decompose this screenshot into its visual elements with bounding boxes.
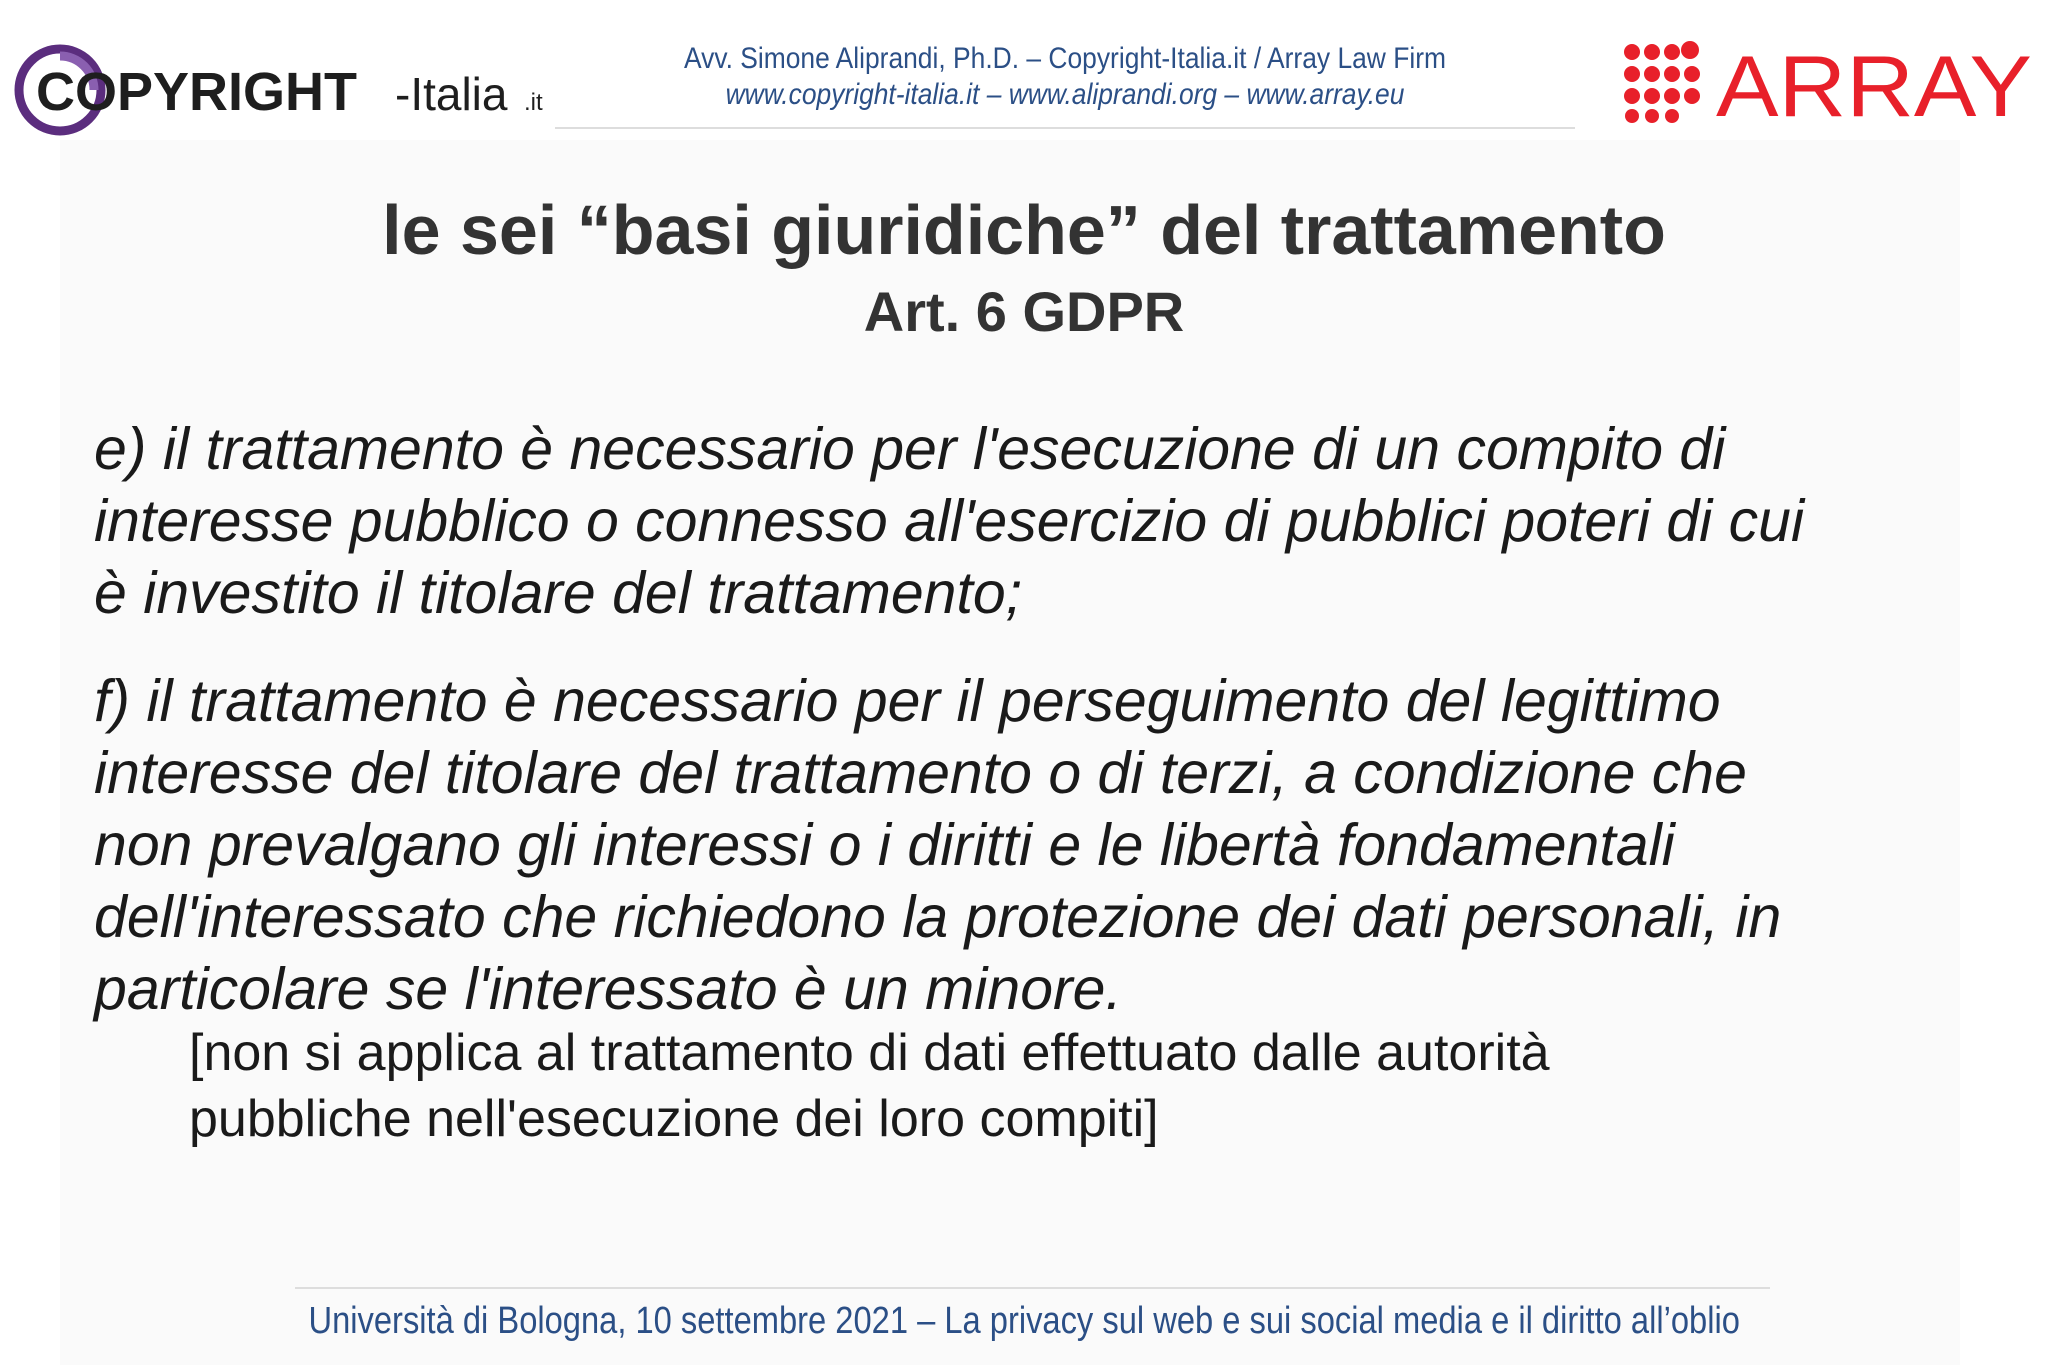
paragraph-line: f) il trattamento è necessario per il perseguimento del legittimo	[94, 668, 1721, 734]
footer	[0, 1296, 2048, 1346]
paragraph-line: particolare se l'interessato è un minore.	[94, 956, 1122, 1022]
paragraph-f	[94, 665, 1994, 1025]
logo-tld-text: .it	[524, 89, 543, 116]
paragraph-line: non prevalgano gli interessi o i diritti e le libertà fondamentali	[94, 812, 1675, 878]
paragraph-line: interesse del titolare del trattamento o di terzi, a condizione che	[94, 740, 1747, 806]
slide-title: le sei “basi giuridiche” del trattamento	[382, 191, 1666, 269]
paragraph-line: è investito il titolare del trattamento;	[94, 560, 1023, 626]
header-author-line: Avv. Simone Aliprandi, Ph.D. – Copyright-Italia.it / Array Law Firm	[684, 42, 1446, 75]
slide-subtitle: Art. 6 GDPR	[863, 280, 1185, 343]
array-logo	[1620, 36, 2040, 126]
paragraph-line: e) il trattamento è necessario per l'esecuzione di un compito di	[94, 416, 1726, 482]
header-credits	[555, 40, 1575, 112]
footer-text: Università di Bologna, 10 settembre 2021 – La privacy sul web e sui social media e il diritto all’oblio	[308, 1300, 1740, 1342]
header-divider	[555, 127, 1575, 129]
logo-suffix-text: -Italia	[395, 68, 508, 120]
logo-main-text: COPYRIGHT	[36, 62, 358, 122]
paragraph-line: dell'interessato che richiedono la protezione dei dati personali, in	[94, 884, 1782, 950]
footer-divider	[295, 1287, 1770, 1289]
note-line: pubbliche nell'esecuzione dei loro compiti]	[189, 1090, 1159, 1148]
array-logo-text: ARRAY	[1716, 39, 2032, 126]
paragraph-line: interesse pubblico o connesso all'esercizio di pubblici poteri di cui	[94, 488, 1805, 554]
paragraph-e	[94, 413, 1994, 629]
copyright-italia-logo	[14, 42, 554, 142]
note-line: [non si applica al trattamento di dati effettuato dalle autorità	[189, 1024, 1550, 1082]
header-websites-line: www.copyright-italia.it – www.aliprandi.org – www.array.eu	[725, 78, 1405, 111]
exception-note	[189, 1020, 1939, 1152]
array-dots-icon	[1624, 41, 1700, 123]
